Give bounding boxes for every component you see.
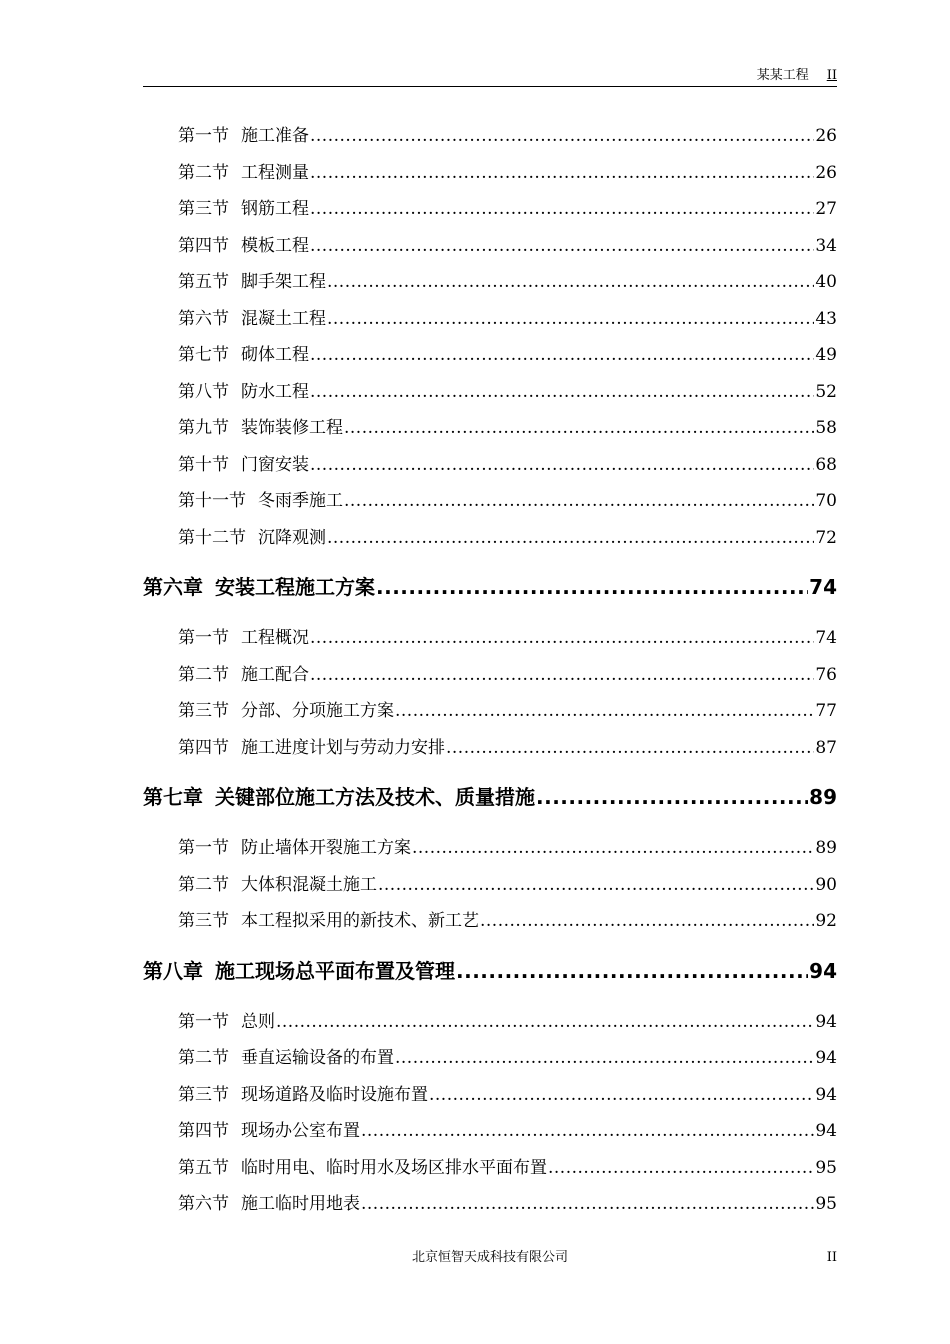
toc-section-entry[interactable]: [143, 903, 837, 940]
toc-entry-number: 第二节: [178, 664, 229, 685]
toc-section-entry[interactable]: [143, 520, 837, 557]
toc-entry-number: 第三节: [178, 1084, 229, 1105]
toc-entry-page: 94: [815, 1048, 837, 1068]
table-of-contents: [143, 118, 837, 1223]
toc-entry-title: 安装工程施工方案: [215, 575, 375, 599]
toc-dot-leader: [310, 337, 814, 374]
toc-entry-title: 砌体工程: [241, 345, 309, 365]
toc-entry-title: 现场办公室布置: [241, 1121, 360, 1141]
toc-entry-title: 工程概况: [241, 628, 309, 648]
toc-section-entry[interactable]: [143, 1150, 837, 1187]
toc-dot-leader: [395, 693, 814, 730]
toc-section-entry[interactable]: [143, 301, 837, 338]
toc-entry-title: 防水工程: [241, 381, 309, 402]
toc-entry-title: 防止墙体开裂施工方案: [241, 838, 411, 858]
toc-entry-number: 第三节: [178, 199, 229, 219]
toc-dot-leader: [327, 264, 814, 301]
toc-entry-title: 沉降观测: [258, 527, 326, 548]
toc-section-entry[interactable]: [143, 1113, 837, 1150]
toc-section-entry[interactable]: [143, 264, 837, 301]
toc-entry-page: 89: [809, 785, 837, 809]
toc-dot-leader: [327, 301, 814, 338]
toc-dot-leader: [429, 1077, 814, 1114]
toc-entry-page: 87: [815, 737, 837, 758]
toc-dot-leader: [456, 946, 808, 996]
header-page-number: II: [826, 68, 837, 83]
toc-section-entry[interactable]: [143, 118, 837, 155]
toc-entry-page: 95: [815, 1157, 837, 1178]
toc-entry-title: 混凝土工程: [241, 308, 326, 329]
toc-section-entry[interactable]: [143, 1004, 837, 1041]
toc-entry-page: 77: [815, 701, 837, 721]
toc-entry-title: 现场道路及临时设施布置: [241, 1084, 428, 1105]
toc-section-entry[interactable]: [143, 730, 837, 767]
toc-section-entry[interactable]: [143, 447, 837, 484]
toc-section-entry[interactable]: [143, 693, 837, 730]
page-footer: [143, 1248, 837, 1268]
toc-entry-title: 本工程拟采用的新技术、新工艺: [241, 911, 479, 931]
toc-section-entry[interactable]: [143, 155, 837, 192]
toc-entry-page: 72: [815, 527, 837, 548]
toc-entry-title: 施工配合: [241, 664, 309, 685]
toc-dot-leader: [376, 562, 808, 612]
toc-entry-number: 第一节: [178, 126, 229, 146]
toc-entry-number: 第一节: [178, 1011, 229, 1032]
toc-entry-title: 关键部位施工方法及技术、质量措施: [215, 785, 535, 809]
toc-entry-page: 94: [815, 1084, 837, 1105]
toc-entry-number: 第六节: [178, 1194, 229, 1214]
toc-entry-number: 第六节: [178, 308, 229, 329]
toc-entry-page: 94: [809, 958, 837, 983]
toc-entry-title: 工程测量: [241, 162, 309, 183]
toc-dot-leader: [361, 1186, 814, 1223]
toc-entry-page: 70: [815, 491, 837, 511]
toc-dot-leader: [327, 520, 814, 557]
toc-dot-leader: [310, 191, 814, 228]
toc-dot-leader: [548, 1150, 814, 1187]
toc-entry-page: 89: [815, 838, 837, 858]
toc-dot-leader: [310, 374, 814, 411]
toc-entry-title: 脚手架工程: [241, 272, 326, 292]
toc-section-entry[interactable]: [143, 830, 837, 867]
toc-section-entry[interactable]: [143, 867, 837, 904]
toc-entry-page: 94: [815, 1121, 837, 1141]
toc-dot-leader: [310, 155, 814, 192]
toc-dot-leader: [361, 1113, 814, 1150]
toc-dot-leader: [310, 228, 814, 265]
toc-entry-page: 74: [815, 628, 837, 648]
toc-dot-leader: [536, 772, 808, 822]
toc-entry-number: 第四节: [178, 737, 229, 758]
toc-entry-number: 第十节: [178, 454, 229, 475]
toc-section-entry[interactable]: [143, 228, 837, 265]
toc-entry-title: 施工现场总平面布置及管理: [215, 958, 455, 983]
toc-dot-leader: [395, 1040, 814, 1077]
toc-chapter-entry[interactable]: [143, 772, 837, 822]
toc-entry-title: 钢筋工程: [241, 199, 309, 219]
toc-dot-leader: [480, 903, 814, 940]
toc-entry-title: 垂直运输设备的布置: [241, 1048, 394, 1068]
toc-entry-title: 临时用电、临时用水及场区排水平面布置: [241, 1157, 547, 1178]
toc-entry-title: 总则: [241, 1011, 275, 1032]
toc-entry-number: 第七节: [178, 345, 229, 365]
toc-dot-leader: [412, 830, 814, 867]
toc-dot-leader: [446, 730, 814, 767]
toc-entry-page: 40: [815, 272, 837, 292]
toc-entry-title: 施工进度计划与劳动力安排: [241, 737, 445, 758]
toc-entry-title: 冬雨季施工: [258, 491, 343, 511]
toc-section-entry[interactable]: [143, 620, 837, 657]
toc-dot-leader: [310, 620, 814, 657]
toc-entry-number: 第二节: [178, 162, 229, 183]
toc-entry-page: 43: [815, 308, 837, 329]
toc-entry-page: 26: [815, 162, 837, 183]
toc-entry-number: 第四节: [178, 235, 229, 256]
toc-entry-title: 门窗安装: [241, 454, 309, 475]
toc-entry-page: 34: [815, 235, 837, 256]
toc-entry-title: 施工准备: [241, 126, 309, 146]
toc-entry-number: 第三节: [178, 701, 229, 721]
toc-entry-number: 第一节: [178, 838, 229, 858]
toc-entry-page: 90: [815, 874, 837, 895]
toc-section-entry[interactable]: [143, 1077, 837, 1114]
toc-chapter-entry[interactable]: [143, 946, 837, 996]
toc-dot-leader: [344, 410, 814, 447]
toc-entry-page: 49: [815, 345, 837, 365]
toc-entry-number: 第八章: [143, 958, 203, 983]
toc-entry-number: 第二节: [178, 1048, 229, 1068]
footer-company: 北京恒智天成科技有限公司: [411, 1250, 568, 1265]
toc-entry-number: 第七章: [143, 785, 203, 809]
toc-entry-number: 第一节: [178, 628, 229, 648]
toc-dot-leader: [310, 657, 814, 694]
toc-entry-title: 模板工程: [241, 235, 309, 256]
toc-entry-page: 27: [815, 199, 837, 219]
toc-entry-number: 第四节: [178, 1121, 229, 1141]
toc-section-entry[interactable]: [143, 1186, 837, 1223]
toc-entry-page: 58: [815, 418, 837, 438]
toc-dot-leader: [276, 1004, 814, 1041]
toc-chapter-entry[interactable]: [143, 562, 837, 612]
toc-dot-leader: [378, 867, 814, 904]
toc-entry-page: 52: [815, 381, 837, 402]
toc-entry-title: 施工临时用地表: [241, 1194, 360, 1214]
toc-entry-page: 74: [809, 575, 837, 599]
toc-section-entry[interactable]: [143, 191, 837, 228]
toc-section-entry[interactable]: [143, 483, 837, 520]
toc-entry-page: 95: [815, 1194, 837, 1214]
toc-entry-number: 第十二节: [178, 527, 246, 548]
toc-section-entry[interactable]: [143, 337, 837, 374]
page-header: [143, 66, 837, 87]
toc-section-entry[interactable]: [143, 657, 837, 694]
toc-entry-number: 第六章: [143, 575, 203, 599]
toc-entry-page: 26: [815, 126, 837, 146]
toc-entry-number: 第五节: [178, 1157, 229, 1178]
toc-entry-number: 第八节: [178, 381, 229, 402]
toc-dot-leader: [310, 118, 814, 155]
toc-entry-number: 第三节: [178, 911, 229, 931]
toc-entry-page: 92: [815, 911, 837, 931]
toc-entry-number: 第五节: [178, 272, 229, 292]
toc-entry-title: 装饰装修工程: [241, 418, 343, 438]
toc-entry-page: 68: [815, 454, 837, 475]
toc-entry-number: 第九节: [178, 418, 229, 438]
toc-section-entry[interactable]: [143, 374, 837, 411]
toc-entry-title: 分部、分项施工方案: [241, 701, 394, 721]
toc-entry-title: 大体积混凝土施工: [241, 874, 377, 895]
header-title: 某某工程: [756, 68, 809, 83]
toc-dot-leader: [344, 483, 814, 520]
toc-entry-page: 94: [815, 1011, 837, 1032]
toc-section-entry[interactable]: [143, 1040, 837, 1077]
toc-section-entry[interactable]: [143, 410, 837, 447]
footer-page-number: II: [826, 1250, 837, 1265]
toc-entry-page: 76: [815, 664, 837, 685]
toc-entry-number: 第二节: [178, 874, 229, 895]
toc-dot-leader: [310, 447, 814, 484]
toc-entry-number: 第十一节: [178, 491, 246, 511]
